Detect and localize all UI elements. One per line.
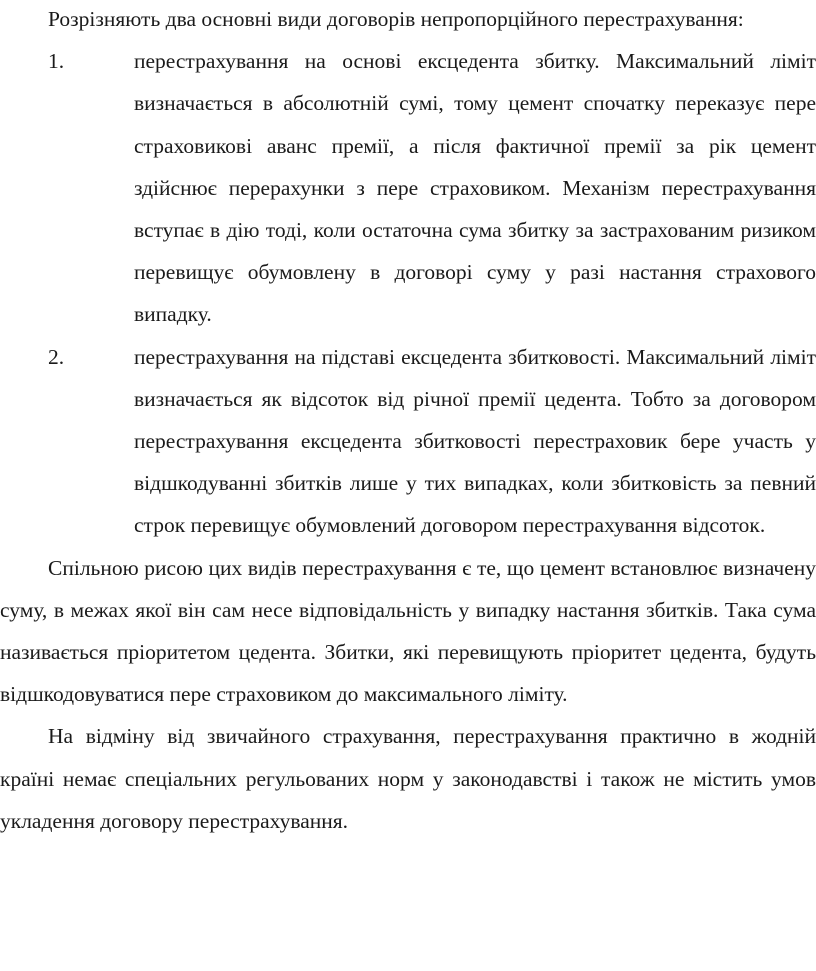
body-paragraph: Спільною рисою цих видів перестрахування є те, що цемент встановлює визначену суму, в межах якої він сам несе відповідальність у випадку настання збитків. Така сума називається пріоритетом цедента. Збитки, які перевищують пріоритет цедента, будуть відшкодовуватися пере страховиком до максимального ліміту. <box>0 555 816 707</box>
body-paragraph: На відміну від звичайного страхування, перестрахування практично в жодній країні немає спеціальних регульованих норм у законодавстві і також не містить умов укладення договору перестрахування. <box>0 724 816 833</box>
list-item-text: перестрахування на основі ексцедента збитку. Максимальний ліміт визначається в абсолютній сумі, тому цемент спочатку переказує пере страховикові аванс премії, а після фактичної премії за рік цемент здійснює перерахунки з пере страховиком. Механізм перестрахування вступає в дію тоді, коли остаточна сума збитку за застрахованим ризиком перевищує обумовлену в договорі суму у разі настання страхового випадку. <box>134 49 816 327</box>
list-item <box>0 40 816 335</box>
list-item-number: 2. <box>48 344 65 369</box>
list-item-text: перестрахування на підставі ексцедента збитковості. Максимальний ліміт визначається як відсоток від річної премії цедента. Тобто за договором перестрахування ексцедента збитковості перестраховик бере участь у відшкодуванні збитків лише у тих випадках, коли збитковість за певний строк перевищує обумовлений договором перестрахування відсоток. <box>134 344 816 538</box>
list-item <box>0 336 816 547</box>
list-item-number: 1. <box>48 49 65 74</box>
intro-paragraph: Розрізняють два основні види договорів непропорційного перестрахування: <box>48 7 744 31</box>
reinsurance-types-list <box>0 40 816 546</box>
